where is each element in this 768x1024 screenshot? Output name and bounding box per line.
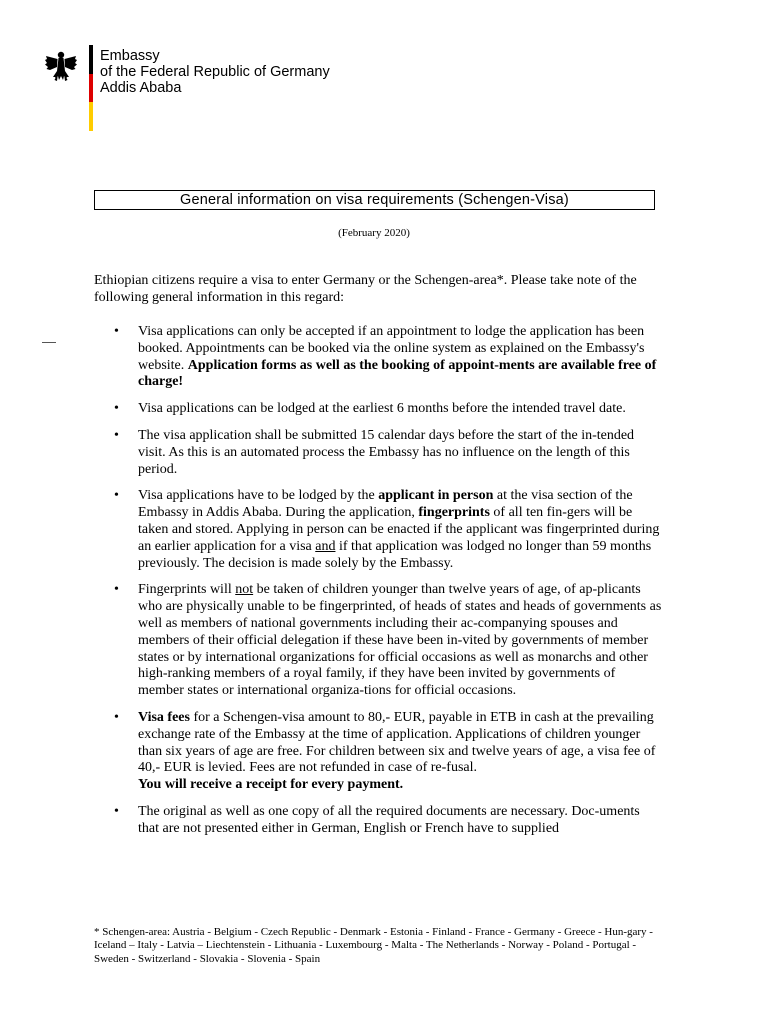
list-item: • Visa applications have to be lodged by the applicant in person at the visa section of the Embassy in Addis Ababa. During the application, fingerprints of all ten fin-gers will be taken and stored. Applying in person can be enacted if the applicant was fingerprinted during an earlier application for a visa and if that application was lodged no longer than 59 months previously. The decision is made solely by the Embassy. (114, 488, 660, 571)
federal-eagle-icon (44, 49, 78, 83)
requirements-list (94, 324, 662, 848)
document-date: (February 2020) (338, 227, 410, 239)
embassy-name (100, 48, 330, 96)
bullet-icon: • (114, 803, 119, 819)
bullet-icon: • (114, 401, 119, 417)
bullet-icon: • (114, 488, 119, 504)
list-item: • Visa applications can only be accepted if an appointment to lodge the application has been booked. Appointments can be booked via the online system as explained on the Embassy's website. Application forms as well as the booking of appoint-ments are available free of charge! (114, 324, 657, 390)
list-item: • Fingerprints will not be taken of children younger than twelve years of age, of ap-plicants who are physically unable to be fingerprinted, of heads of states and heads of governments as well as members of national governments including their ac-companying spouses and members of their official delegation if these have been in-vited by governments of member states or by international organizations for official occasions as well as monarchs and other high-ranking members of a royal family, if they have been invited by governments of member states or international organiza-tions for official occasions. (114, 582, 662, 699)
org-line-1: Embassy (100, 48, 160, 64)
list-item: • Visa fees for a Schengen-visa amount to 80,- EUR, payable in ETB in cash at the prevailing exchange rate of the Embassy at the time of application. Applications of children younger than six years of age are free. For children between six and twelve years of age, a visa fee of 40,- EUR is levied. Fees are not refunded in case of re-fusal. You will receive a receipt for every payment. (114, 709, 656, 793)
org-line-2: of the Federal Republic of Germany (100, 64, 330, 80)
bullet-icon: • (114, 427, 119, 443)
list-item: • The visa application shall be submitted 15 calendar days before the start of the in-tended visit. As this is an automated process the Embassy has no influence on the length of this period. (114, 427, 635, 477)
german-flag-bar (89, 45, 93, 131)
list-item: • The original as well as one copy of all the required documents are necessary. Doc-uments that are not presented either in German, English or French have to supplied (114, 803, 640, 836)
bullet-icon: • (114, 709, 119, 725)
intro-paragraph: Ethiopian citizens require a visa to enter Germany or the Schengen-area*. Please take note of the following general information in this regard: (94, 273, 637, 305)
list-item: • Visa applications can be lodged at the earliest 6 months before the intended travel date. (114, 401, 626, 417)
footnote: * Schengen-area: Austria - Belgium - Czech Republic - Denmark - Estonia - Finland - France - Germany - Greece - Hun-gary - Iceland – Italy - Latvia – Liechtenstein - Lithuania - Luxembourg - Malta - The Netherlands - Norway - Poland - Portugal - Sweden - Switzerland - Slovakia - Slovenia - Spain (94, 926, 653, 965)
margin-mark (42, 342, 56, 343)
document-title: General information on visa requirements (Schengen-Visa) (94, 190, 655, 210)
bullet-icon: • (114, 324, 119, 339)
bullet-icon: • (114, 582, 119, 598)
org-line-3: Addis Ababa (100, 80, 182, 96)
